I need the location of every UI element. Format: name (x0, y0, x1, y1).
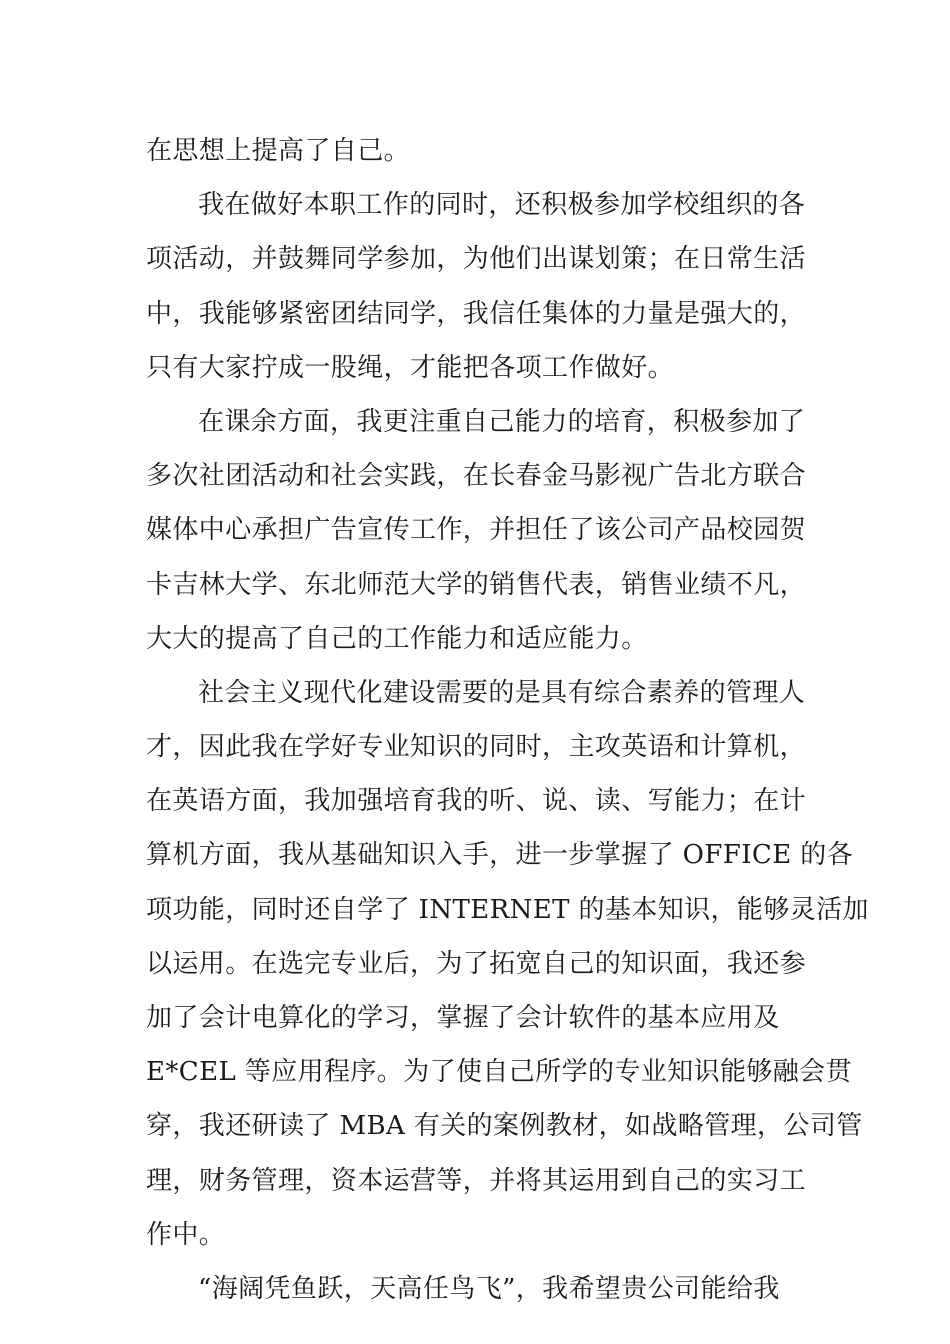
text-line: 项活动，并鼓舞同学参加，为他们出谋划策；在日常生活 (146, 244, 807, 275)
text-line: “海阔凭鱼跃，天高任鸟飞”，我希望贵公司能给我 (198, 1273, 780, 1304)
text-line: 社会主义现代化建设需要的是具有综合素养的管理人 (198, 677, 806, 708)
body-text (146, 124, 869, 1316)
text-line: 只有大家拧成一股绳，才能把各项工作做好。 (146, 352, 675, 383)
text-line: 多次社团活动和社会实践，在长春金马影视广告北方联合 (146, 461, 807, 492)
text-line: 作中。 (146, 1219, 226, 1250)
text-line: 以运用。在选完专业后，为了拓宽自己的知识面，我还参 (146, 948, 807, 979)
text-line: 大大的提高了自己的工作能力和适应能力。 (146, 623, 648, 654)
text-line: 在课余方面，我更注重自己能力的培育，积极参加了 (198, 406, 806, 437)
text-line: 算机方面，我从基础知识入手，进一步掌握了 OFFICE 的各 (146, 840, 854, 871)
text-line: 穿，我还研读了 MBA 有关的案例教材，如战略管理，公司管 (146, 1111, 863, 1142)
text-line: E*CEL 等应用程序。为了使自己所学的专业知识能够融会贯 (146, 1057, 852, 1088)
text-line: 媒体中心承担广告宣传工作，并担任了该公司产品校园贺 (146, 515, 807, 546)
text-line: 项功能，同时还自学了 INTERNET 的基本知识，能够灵活加 (146, 894, 869, 925)
text-line: 卡吉林大学、东北师范大学的销售代表，销售业绩不凡， (146, 569, 807, 600)
text-line: 加了会计电算化的学习，掌握了会计软件的基本应用及 (146, 1003, 780, 1033)
text-line: 在英语方面，我加强培育我的听、说、读、写能力；在计 (146, 786, 807, 817)
text-line: 理，财务管理，资本运营等，并将其运用到自己的实习工 (146, 1165, 807, 1196)
text-line: 在思想上提高了自己。 (146, 136, 411, 166)
text-line: 才，因此我在学好专业知识的同时，主攻英语和计算机， (146, 732, 807, 763)
text-line: 我在做好本职工作的同时，还积极参加学校组织的各 (198, 190, 806, 221)
text-line: 中，我能够紧密团结同学，我信任集体的力量是强大的， (146, 298, 807, 329)
